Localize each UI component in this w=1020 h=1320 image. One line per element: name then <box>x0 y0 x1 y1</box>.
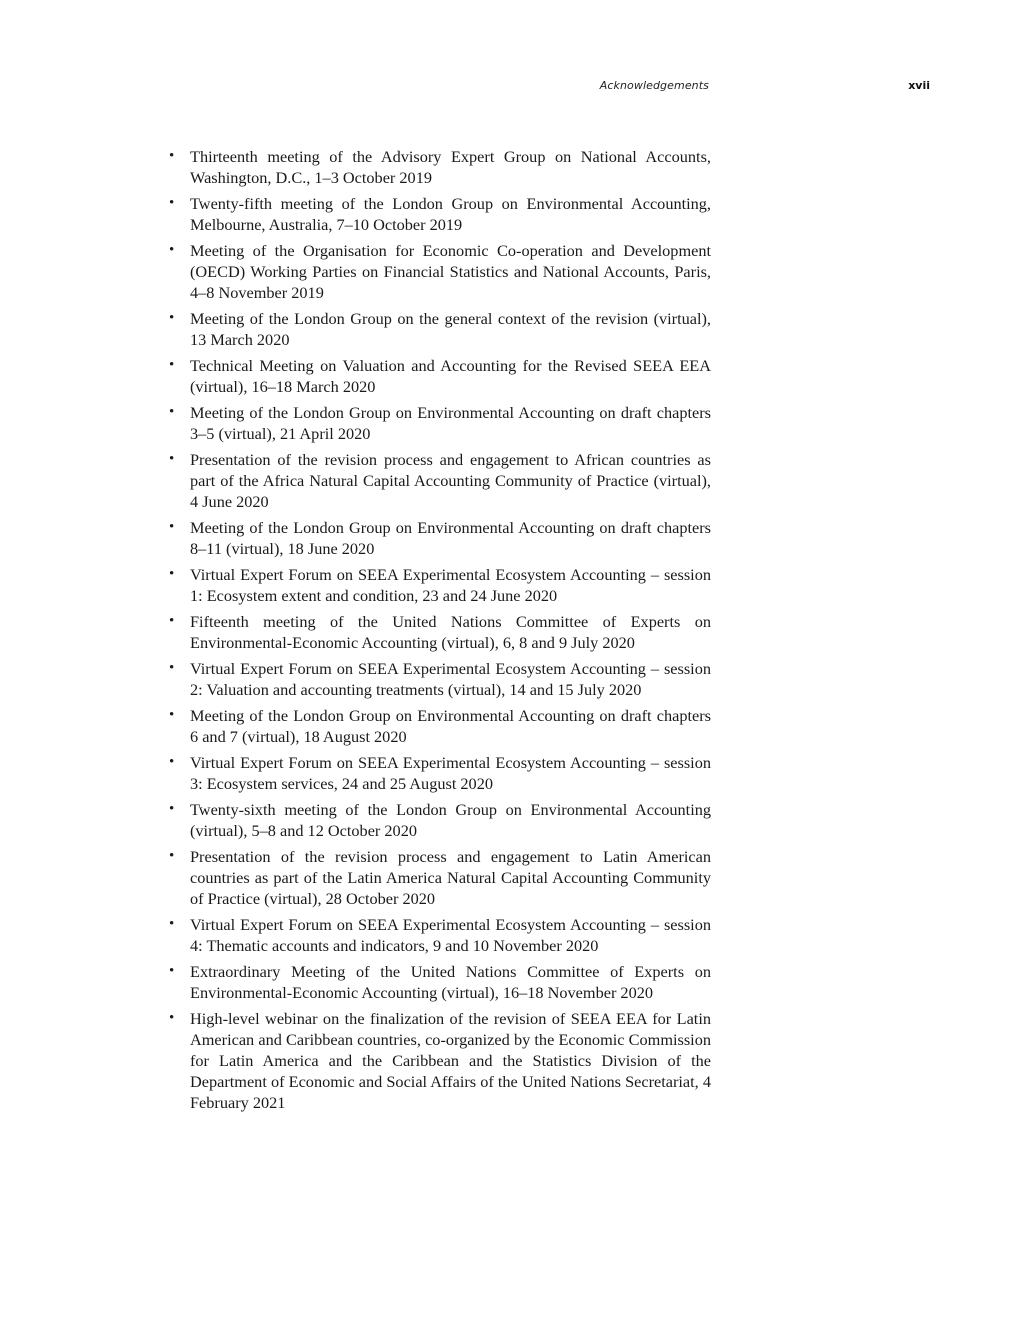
bullet-icon: • <box>169 310 175 326</box>
list-item <box>165 846 711 909</box>
list-item-text: Meeting of the London Group on the general context of the revision (virtual), 13 March 2020 <box>190 309 711 349</box>
list-item <box>165 752 711 794</box>
list-item-text: Virtual Expert Forum on SEEA Experimental Ecosystem Accounting – session 4: Thematic accounts and indicators, 9 and 10 November 2020 <box>190 915 711 955</box>
bullet-icon: • <box>169 1010 175 1026</box>
list-item <box>165 240 711 303</box>
list-item <box>165 961 711 1003</box>
list-item-text: Presentation of the revision process and engagement to Latin American countries as part of the Latin America Natural Capital Accounting Community of Practice (virtual), 28 October 2020 <box>190 847 711 908</box>
list-item-text: Virtual Expert Forum on SEEA Experimental Ecosystem Accounting – session 3: Ecosystem services, 24 and 25 August 2020 <box>190 753 711 793</box>
page-number: xvii <box>908 79 930 92</box>
list-item-text: Fifteenth meeting of the United Nations Committee of Experts on Environmental-Economic Accounting (virtual), 6, 8 and 9 July 2020 <box>190 612 711 652</box>
bullet-icon: • <box>169 707 175 723</box>
bullet-icon: • <box>169 404 175 420</box>
bullet-icon: • <box>169 566 175 582</box>
list-item <box>165 658 711 700</box>
meetings-list <box>165 146 711 1113</box>
list-item-text: Virtual Expert Forum on SEEA Experimental Ecosystem Accounting – session 2: Valuation and accounting treatments (virtual), 14 and 15 July 2020 <box>190 659 711 699</box>
list-item-text: Thirteenth meeting of the Advisory Expert Group on National Accounts, Washington, D.C., 1–3 October 2019 <box>190 147 711 187</box>
list-item-text: Meeting of the London Group on Environmental Accounting on draft chapters 6 and 7 (virtual), 18 August 2020 <box>190 706 711 746</box>
bullet-icon: • <box>169 916 175 932</box>
list-item <box>165 705 711 747</box>
list-item-text: Technical Meeting on Valuation and Accounting for the Revised SEEA EEA (virtual), 16–18 March 2020 <box>190 356 711 396</box>
bullet-icon: • <box>169 148 175 164</box>
bullet-icon: • <box>169 613 175 629</box>
list-item <box>165 449 711 512</box>
bullet-icon: • <box>169 242 175 258</box>
list-item-text: Extraordinary Meeting of the United Nations Committee of Experts on Environmental-Economic Accounting (virtual), 16–18 November 2020 <box>190 962 711 1002</box>
list-item <box>165 146 711 188</box>
list-item <box>165 914 711 956</box>
list-item-text: Meeting of the Organisation for Economic Co-operation and Development (OECD) Working Parties on Financial Statistics and National Accounts, Paris, 4–8 November 2019 <box>190 241 711 302</box>
list-item <box>165 355 711 397</box>
list-item-text: Virtual Expert Forum on SEEA Experimental Ecosystem Accounting – session 1: Ecosystem extent and condition, 23 and 24 June 2020 <box>190 565 711 605</box>
list-item <box>165 799 711 841</box>
list-item <box>165 611 711 653</box>
bullet-icon: • <box>169 848 175 864</box>
list-item <box>165 517 711 559</box>
list-item-text: Meeting of the London Group on Environmental Accounting on draft chapters 3–5 (virtual), 21 April 2020 <box>190 403 711 443</box>
main-content <box>165 146 711 1118</box>
list-item <box>165 193 711 235</box>
list-item-text: High-level webinar on the finalization of the revision of SEEA EEA for Latin American and Caribbean countries, co-organized by the Economic Commission for Latin America and the Caribbean and the Statistics Division of the Department of Economic and Social Affairs of the United Nations Secretariat, 4 February 2021 <box>190 1009 711 1112</box>
list-item <box>165 402 711 444</box>
bullet-icon: • <box>169 519 175 535</box>
list-item-text: Meeting of the London Group on Environmental Accounting on draft chapters 8–11 (virtual), 18 June 2020 <box>190 518 711 558</box>
bullet-icon: • <box>169 451 175 467</box>
bullet-icon: • <box>169 357 175 373</box>
bullet-icon: • <box>169 963 175 979</box>
bullet-icon: • <box>169 195 175 211</box>
bullet-icon: • <box>169 660 175 676</box>
list-item <box>165 308 711 350</box>
bullet-icon: • <box>169 754 175 770</box>
bullet-icon: • <box>169 801 175 817</box>
header-section-title: Acknowledgements <box>599 79 709 92</box>
list-item-text: Twenty-fifth meeting of the London Group on Environmental Accounting, Melbourne, Australia, 7–10 October 2019 <box>190 194 711 234</box>
list-item <box>165 1008 711 1113</box>
list-item-text: Twenty-sixth meeting of the London Group on Environmental Accounting (virtual), 5–8 and 12 October 2020 <box>190 800 711 840</box>
list-item-text: Presentation of the revision process and engagement to African countries as part of the Africa Natural Capital Accounting Community of Practice (virtual), 4 June 2020 <box>190 450 711 511</box>
running-header <box>0 79 1020 95</box>
list-item <box>165 564 711 606</box>
